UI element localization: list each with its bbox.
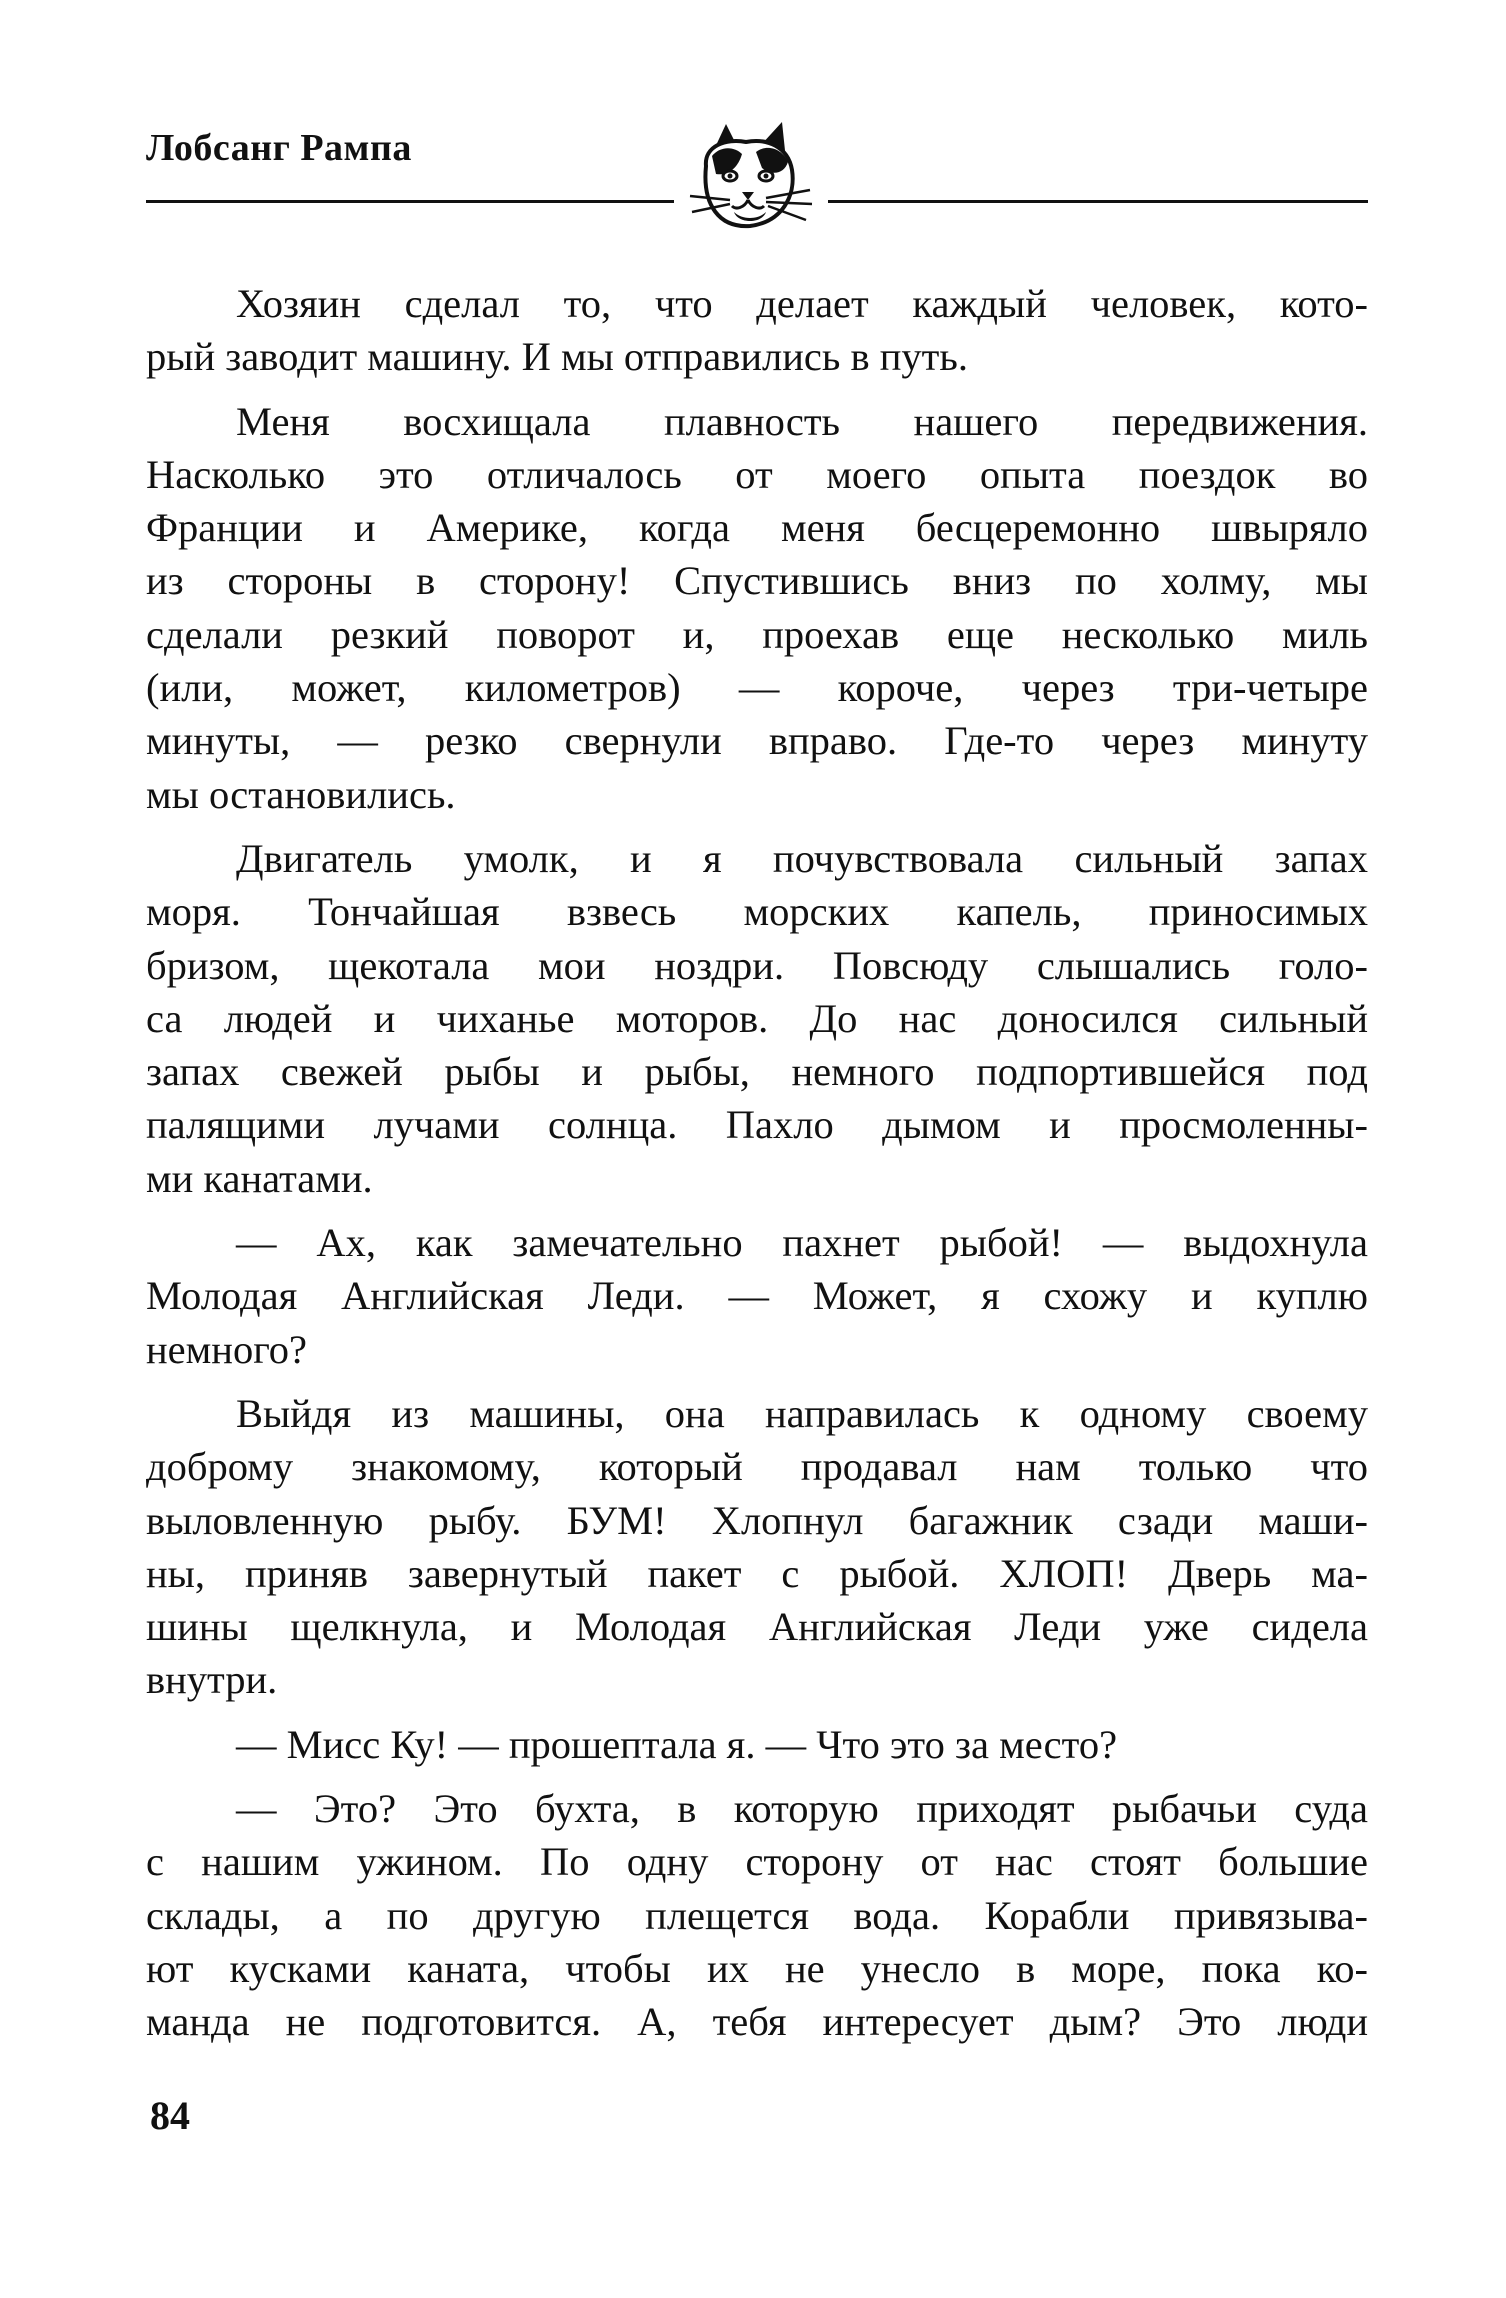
running-header-author: Лобсанг Рампа [146, 127, 412, 169]
text-line: Хозяин сделал то, что делает каждый человек, кото- [236, 281, 1368, 326]
text-line: немного? [146, 1326, 308, 1372]
text-line: — Мисс Ку! — прошептала я. — Что это за место? [236, 1721, 1118, 1767]
text-line: палящими лучами солнца. Пахло дымом и просмоленны- [146, 1102, 1368, 1148]
text-line: шины щелкнула, и Молодая Английская Леди уже сидела [146, 1604, 1368, 1650]
text-line: выловленную рыбу. БУМ! Хлопнул багажник сзади маши- [146, 1497, 1368, 1543]
text-line: Двигатель умолк, и я почувствовала сильный запах [236, 835, 1368, 881]
text-line: са людей и чиханье моторов. До нас доносился сильный [146, 995, 1368, 1041]
cat-face-icon [682, 116, 824, 246]
paragraph [146, 1387, 1368, 1707]
text-line: Выйдя из машины, она направилась к одному своему [236, 1390, 1368, 1436]
running-header [146, 126, 1368, 246]
paragraph [146, 395, 1368, 821]
paragraph [146, 1216, 1368, 1376]
text-line: ми канатами. [146, 1155, 373, 1201]
text-line: манда не подготовится. А, тебя интересует дым? Это люди [146, 1999, 1368, 2045]
paragraph [146, 832, 1368, 1205]
text-line: сделали резкий поворот и, проехав еще несколько миль [146, 611, 1368, 657]
text-line: с нашим ужином. По одну сторону от нас стоят большие [146, 1839, 1368, 1885]
text-line: бризом, щекотала мои ноздри. Повсюду слышались голо- [146, 942, 1368, 988]
paragraph [146, 277, 1368, 384]
text-line: запах свежей рыбы и рыбы, немного подпортившейся под [146, 1049, 1368, 1095]
text-line: из стороны в сторону! Спустившись вниз по холму, мы [146, 558, 1368, 604]
page-number: 84 [150, 2093, 190, 2138]
text-line: ют кусками каната, чтобы их не унесло в море, пока ко- [146, 1945, 1368, 1991]
text-line: рый заводит машину. И мы отправились в путь. [146, 334, 968, 380]
header-rule-right [828, 200, 1368, 203]
body-text [146, 277, 1368, 2060]
text-line: моря. Тончайшая взвесь морских капель, приносимых [146, 889, 1368, 935]
text-line: Франции и Америке, когда меня бесцеремонно швыряло [146, 505, 1368, 551]
text-line: внутри. [146, 1657, 278, 1703]
paragraph [146, 1718, 1368, 1771]
text-line: Насколько это отличалось от моего опыта поездок во [146, 451, 1368, 497]
header-rule-left [146, 200, 674, 203]
text-line: склады, а по другую плещется вода. Корабли привязыва- [146, 1892, 1368, 1938]
paragraph [146, 1782, 1368, 2048]
text-line: минуты, — резко свернули вправо. Где-то через минуту [146, 718, 1368, 764]
text-line: ны, приняв завернутый пакет с рыбой. ХЛОП! Дверь ма- [146, 1550, 1368, 1596]
text-line: (или, может, километров) — короче, через три-четыре [146, 665, 1368, 711]
text-line: Меня восхищала плавность нашего передвижения. [236, 398, 1368, 444]
text-line: — Это? Это бухта, в которую приходят рыбачьи суда [236, 1786, 1368, 1832]
text-line: мы остановились. [146, 771, 456, 817]
text-line: доброму знакомому, который продавал нам только что [146, 1444, 1368, 1490]
text-line: — Ах, как замечательно пахнет рыбой! — выдохнула [236, 1220, 1368, 1266]
text-line: Молодая Английская Леди. — Может, я схожу и куплю [146, 1273, 1368, 1319]
